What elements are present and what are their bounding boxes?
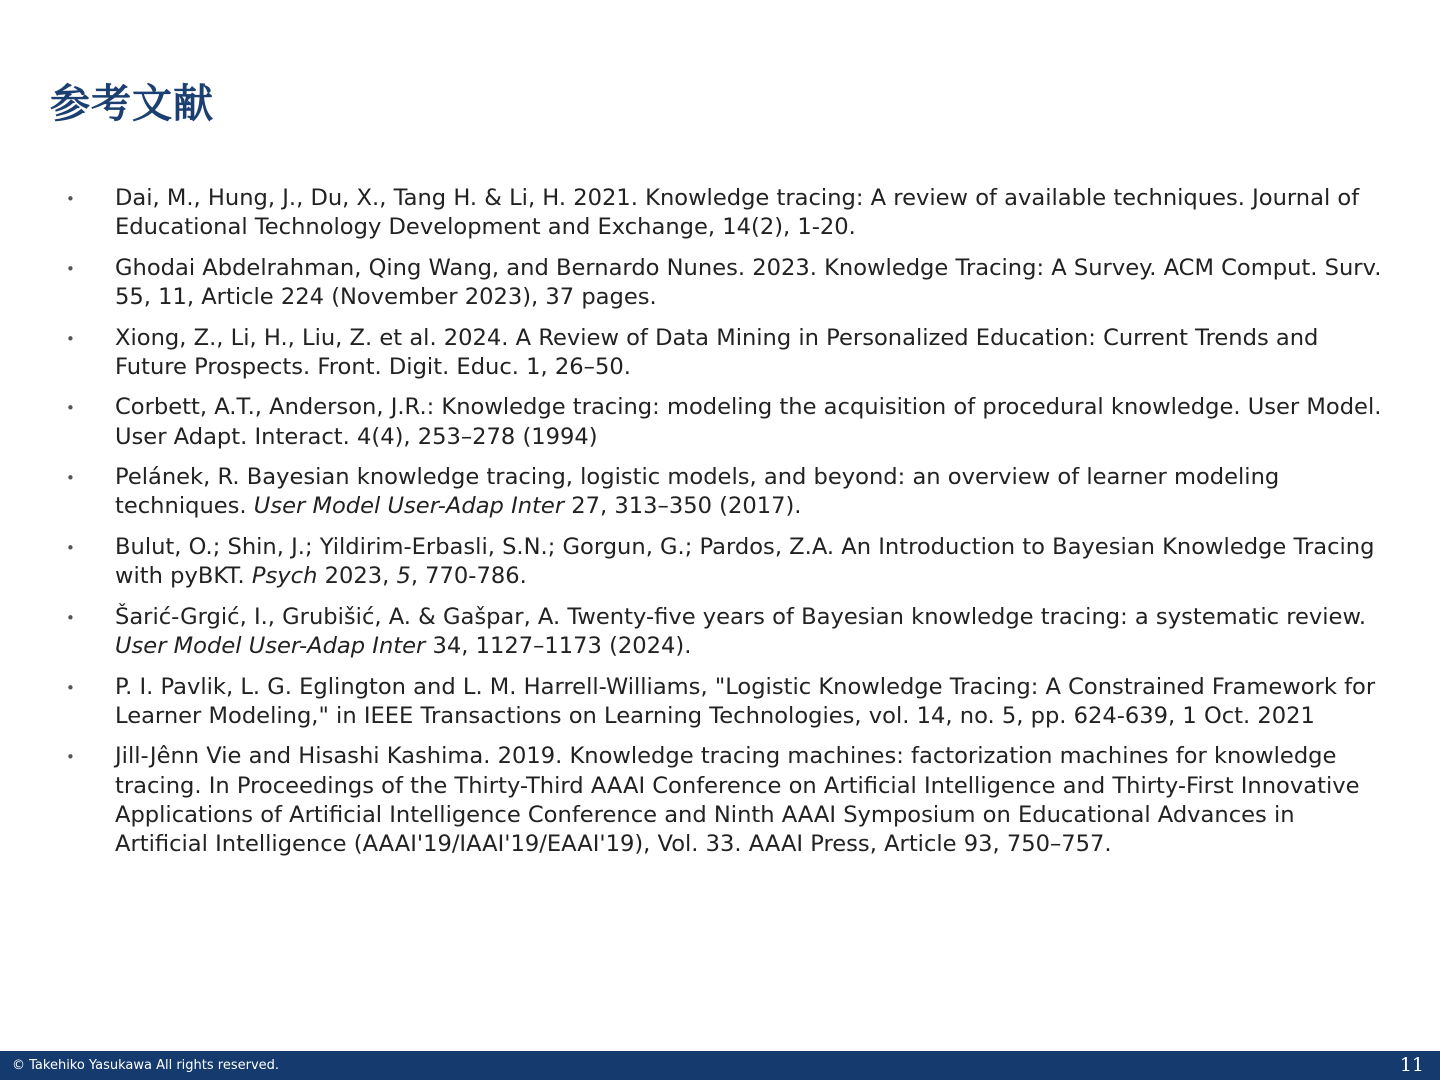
bullet-icon: •: [66, 538, 75, 557]
bullet-icon: •: [66, 259, 75, 278]
bullet-icon: •: [66, 748, 75, 767]
reference-item: [62, 254, 1392, 312]
reference-journal-italic: Psych: [251, 563, 318, 590]
reference-item: [62, 324, 1392, 382]
reference-journal-italic: User Model User-Adap Inter: [253, 493, 565, 520]
footer-bar: [0, 1051, 1440, 1080]
reference-text: 34, 1127–1173 (2024).: [425, 632, 692, 659]
reference-journal-italic: 5: [396, 563, 411, 590]
reference-journal-italic: User Model User-Adap Inter: [115, 632, 426, 659]
reference-text: Bulut, O.; Shin, J.; Yildirim-Erbasli, S.N.; Gorgun, G.; Pardos, Z.A. An Introduction to Bayesian Knowledge Tracing with pyBKT.: [115, 533, 1375, 590]
page-title: 参考文献: [50, 81, 214, 127]
copyright-text: © Takehiko Yasukawa All rights reserved.: [12, 1058, 280, 1073]
page-number: 11: [1399, 1054, 1424, 1076]
reference-text: 2023,: [317, 563, 397, 590]
bullet-icon: •: [66, 678, 75, 697]
reference-text: , 770-786.: [410, 563, 527, 590]
bullet-icon: •: [66, 399, 75, 418]
bullet-icon: •: [66, 469, 75, 488]
reference-item: [62, 184, 1392, 242]
reference-text: Jill-Jênn Vie and Hisashi Kashima. 2019. Knowledge tracing machines: factorization machines for knowledge tracing. In Proceedings of the Thirty-Third AAAI Conference on Artificial Intelligence and Thirty-First Innovative Applications of Artificial Intelligence Conference and Ninth AAAI Symposium on Educational Advances in Artificial Intelligence (AAAI'19/IAAI'19/EAAI'19), Vol. 33. AAAI Press, Article 93, 750–757.: [115, 743, 1360, 857]
reference-text: Šarić-Grgić, I., Grubišić, A. & Gašpar, A. Twenty-five years of Bayesian knowledge tracing: a systematic review.: [115, 603, 1367, 630]
reference-item: [62, 533, 1392, 591]
reference-list: [62, 184, 1392, 871]
reference-text: Dai, M., Hung, J., Du, X., Tang H. & Li, H. 2021. Knowledge tracing: A review of available techniques. Journal of Educational Technology Development and Exchange, 14(2), 1-20.: [115, 185, 1360, 241]
reference-text: Xiong, Z., Li, H., Liu, Z. et al. 2024. A Review of Data Mining in Personalized Education: Current Trends and Future Prospects. Front. Digit. Educ. 1, 26–50.: [115, 324, 1319, 380]
reference-item: [62, 463, 1392, 521]
reference-text: P. I. Pavlik, L. G. Eglington and L. M. Harrell-Williams, "Logistic Knowledge Tracing: A Constrained Framework for Learner Modeling," in IEEE Transactions on Learning Technologies, vol. 14, no. 5, pp. 624-639, 1 Oct. 2021: [115, 673, 1376, 729]
reference-text: Pelánek, R. Bayesian knowledge tracing, logistic models, and beyond: an overview of learner modeling techniques.: [115, 464, 1280, 520]
bullet-icon: •: [66, 608, 75, 627]
reference-item: [62, 673, 1392, 731]
bullet-icon: •: [66, 329, 75, 348]
reference-text: Corbett, A.T., Anderson, J.R.: Knowledge tracing: modeling the acquisition of procedural knowledge. User Model. User Adapt. Interact. 4(4), 253–278 (1994): [115, 394, 1382, 450]
reference-text: 27, 313–350 (2017).: [564, 493, 802, 520]
reference-item: [62, 393, 1392, 451]
bullet-icon: •: [66, 190, 75, 208]
reference-item: [62, 742, 1392, 859]
reference-item: [62, 603, 1392, 661]
reference-text: Ghodai Abdelrahman, Qing Wang, and Bernardo Nunes. 2023. Knowledge Tracing: A Survey. ACM Comput. Surv. 55, 11, Article 224 (November 2023), 37 pages.: [115, 254, 1382, 310]
